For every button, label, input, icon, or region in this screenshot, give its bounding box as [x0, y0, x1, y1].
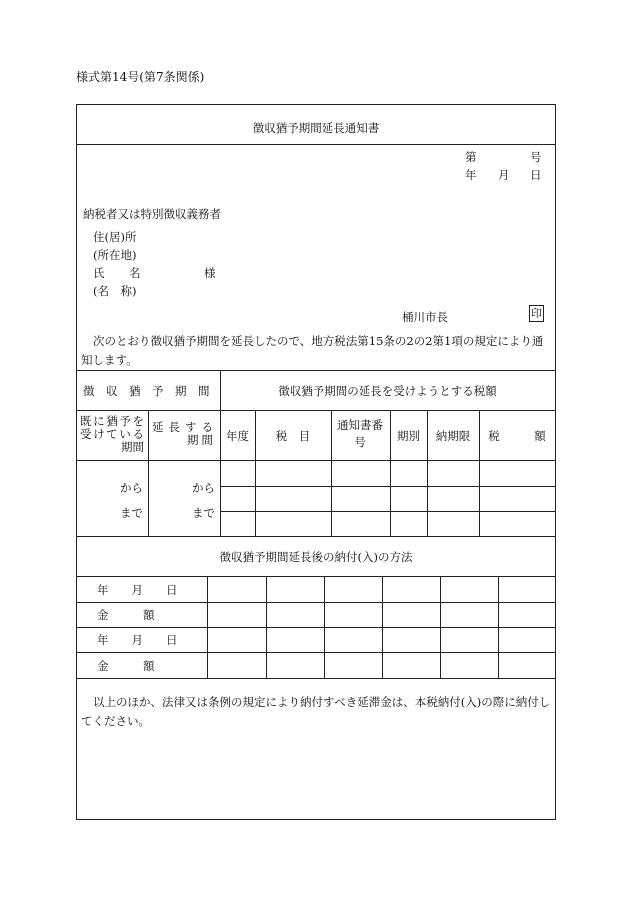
doc-number-prefix: 第: [465, 150, 477, 164]
payment-amount-label: 金 額: [97, 608, 155, 622]
form-number-label: 様式第14号(第7条関係): [76, 70, 205, 84]
divider: [440, 576, 441, 678]
divider: [77, 536, 555, 537]
divider: [77, 678, 555, 679]
payment-date-label: 年 月 日: [97, 633, 178, 647]
divider: [148, 410, 149, 536]
payment-amount-label: 金 額: [97, 659, 155, 673]
fiscal-year-header: 年度: [226, 429, 249, 443]
amount-header: 税 額: [488, 429, 546, 443]
location-label: (所在地): [93, 248, 137, 262]
seal-mark: 印: [531, 307, 542, 320]
divider: [331, 410, 332, 536]
doc-number-suffix: 号: [530, 150, 542, 164]
divider: [77, 370, 555, 371]
address-label: 住(居)所: [93, 230, 137, 244]
date-year: 年: [465, 168, 477, 182]
divider: [266, 576, 267, 678]
divider: [77, 602, 555, 603]
honorific: 様: [204, 266, 216, 280]
date-month: 月: [498, 168, 510, 182]
name-label-2: 名: [129, 266, 141, 280]
footer-note: 以上のほか、法律又は条例の規定により納付すべき延滞金は、本税納付(入)の際に納付してください。: [81, 695, 551, 728]
corp-name-label: (名 称): [93, 284, 137, 298]
divider: [77, 652, 555, 653]
divider: [324, 576, 325, 678]
divider: [382, 576, 383, 678]
divider: [77, 144, 555, 145]
notice-body: 次のとおり徴収猶予期間を延長したので、地方税法第15条の2の2第1項の規定により通知します。: [81, 334, 544, 367]
to-label: まで: [120, 506, 143, 520]
form-title: 徴収猶予期間延長通知書: [252, 121, 380, 135]
divider: [77, 627, 555, 628]
addressee-heading: 納税者又は特別徴収義務者: [83, 207, 221, 221]
divider: [498, 576, 499, 678]
divider: [207, 576, 208, 678]
divider: [77, 576, 555, 577]
extend-period-header: 延長する期間: [152, 420, 216, 447]
grace-period-header: 徴 収 猶 予 期 間: [83, 384, 210, 398]
tax-item-header: 税 目: [275, 429, 311, 443]
tax-amount-header: 徴収猶予期間の延長を受けようとする税額: [278, 384, 497, 398]
divider: [220, 486, 555, 487]
existing-period-header: 既に猶予を受けている期間: [80, 414, 144, 454]
notice-form: [76, 104, 556, 820]
due-date-header: 納期限: [435, 429, 471, 443]
date-day: 日: [530, 168, 542, 182]
payment-method-header: 徴収猶予期間延長後の納付(入)の方法: [219, 550, 413, 564]
issuer-name: 桶川市長: [402, 310, 448, 324]
name-label-1: 氏: [93, 266, 105, 280]
from-label: から: [192, 481, 215, 495]
divider: [220, 511, 555, 512]
notice-number-header: 通知書番号: [337, 418, 383, 449]
period-header: 期別: [397, 429, 420, 443]
payment-date-label: 年 月 日: [97, 583, 178, 597]
from-label: から: [120, 481, 143, 495]
to-label: まで: [192, 506, 215, 520]
